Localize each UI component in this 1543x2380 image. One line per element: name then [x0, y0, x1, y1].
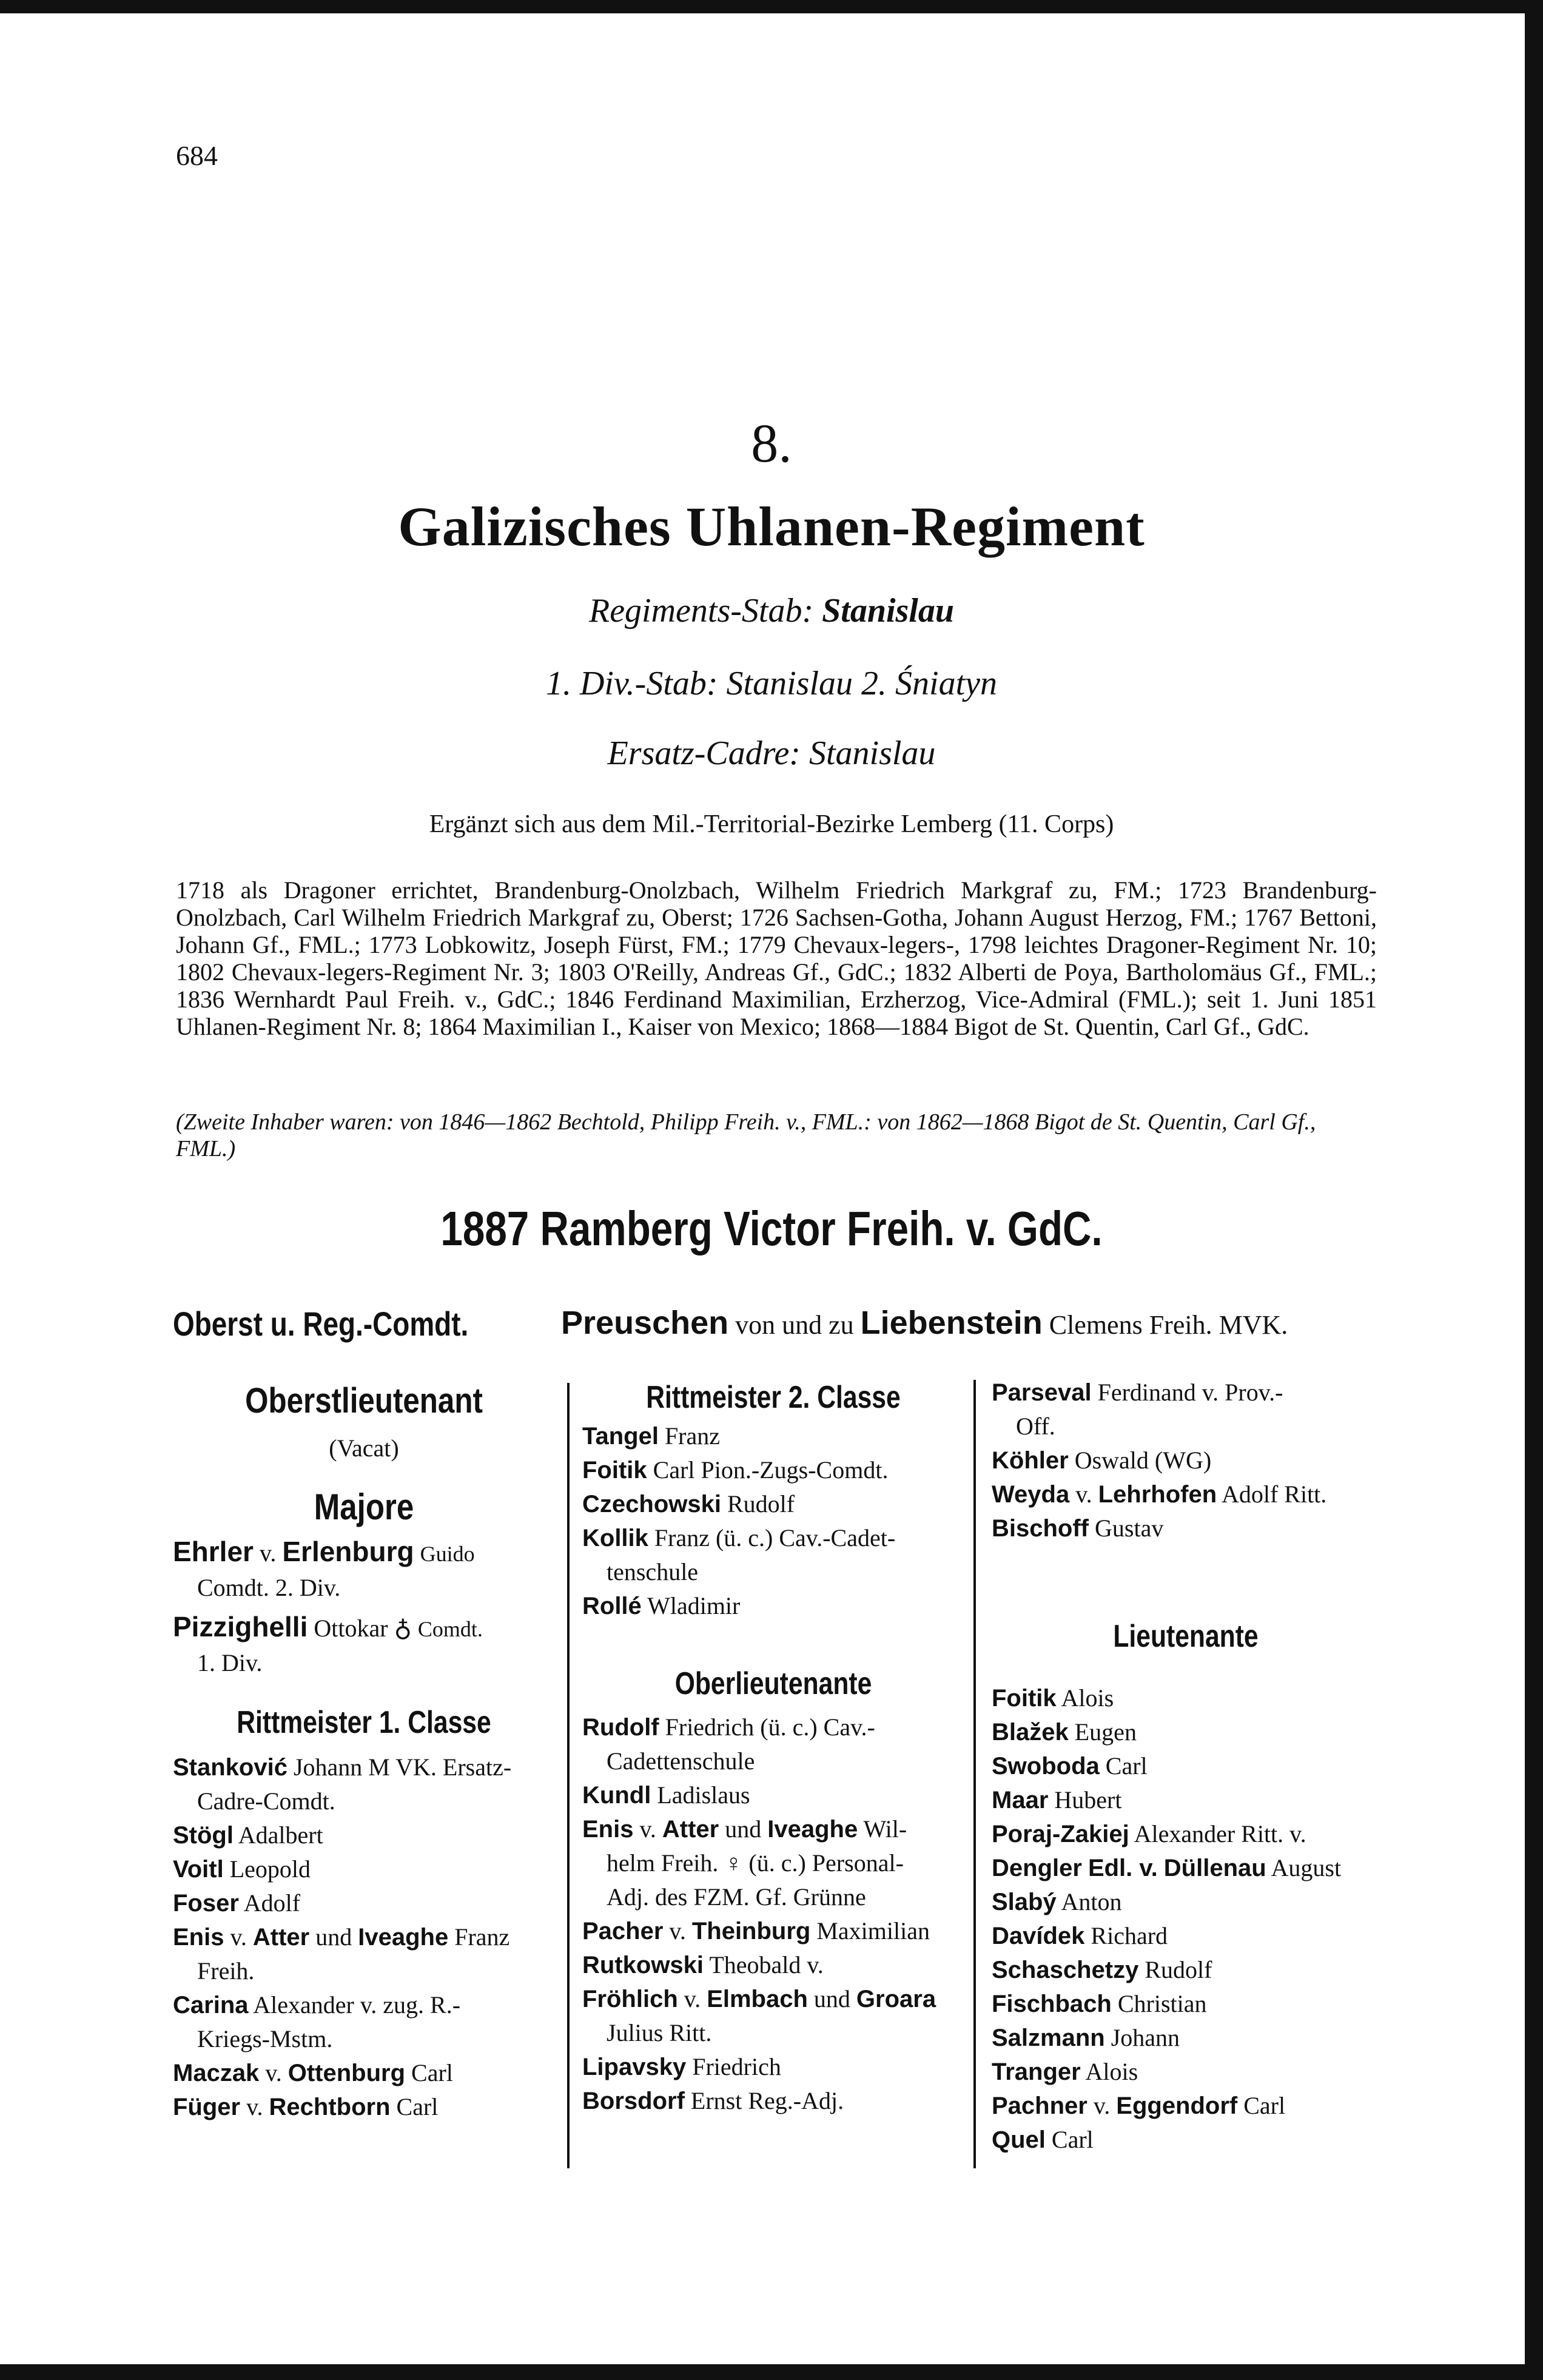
officer-entry: Lipavsky Friedrich [582, 2053, 781, 2080]
officer-entry: Pacher v. Theinburg Maximilian [582, 1917, 930, 1945]
history-paragraph: 1718 als Dragoner errichtet, Brandenburg-Onolzbach, Wilhelm Friedrich Markgraf zu, FM.; 1723 Brandenburg-Onolzbach, Carl Wilhelm Friedrich Markgraf zu, Oberst; 1726 Sachsen-Gotha, Johann August Herzog, FM.; 1767 Bettoni, Johann Gf., FML.; 1773 Lobkowitz, Joseph Fürst, FM.; 1779 Chevaux-legers-, 1798 leichtes Dragoner-Regiment Nr. 10; 1802 Chevaux-legers-Regiment Nr. 3; 1803 O'Reilly, Andreas Gf., GdC.; 1832 Alberti de Poya, Bartholomäus Gf., FML.; 1836 Wernhardt Paul Freih. v., GdC.; 1846 Ferdinand Maximilian, Erzherzog, Vice-Admiral (FML.); seit 1. Juni 1851 Uhlanen-Regiment Nr. 8; 1864 Maximilian I., Kaiser von Mexico; 1868—1884 Bigot de St. Quentin, Carl Gf., GdC. [176, 876, 1377, 1040]
officer-entry: Enis v. Atter und Iveaghe Wil- [582, 1815, 907, 1843]
ersatz-label: Ersatz-Cadre: [607, 735, 801, 772]
scan-border-right [1525, 0, 1543, 2380]
officer-entry: Czechowski Rudolf [582, 1490, 795, 1518]
officer-entry: Rutkowski Theobald v. [582, 1951, 824, 1978]
officer-entry: Bischoff Gustav [992, 1514, 1164, 1542]
officer-entry-cont: Cadettenschule [607, 1747, 755, 1775]
oberst-mid: von und zu [735, 1310, 854, 1340]
officer-entry: Maar Hubert [992, 1786, 1122, 1814]
officer-entry-cont: Off. [1016, 1413, 1055, 1440]
oberst-entry [561, 1304, 1288, 1342]
officer-entry: Borsdorf Ernst Reg.-Adj. [582, 2087, 844, 2114]
rittmeister-1-heading: Rittmeister 1. Classe [237, 1705, 491, 1740]
officer-entry: Schaschetzy Rudolf [992, 1956, 1212, 1983]
erganzt-line: Ergänzt sich aus dem Mil.-Territorial-Bezirke Lemberg (11. Corps) [429, 810, 1114, 838]
column-1 [173, 1377, 555, 2124]
officer-entry: Enis v. Atter und Iveaghe Franz [173, 1923, 510, 1951]
page-number: 684 [176, 140, 218, 171]
oberst-rest: Clemens Freih. MVK. [1049, 1310, 1288, 1340]
officer-entry-cont: Cadre-Comdt. [197, 1787, 335, 1815]
div-value-2: 2. Śniatyn [861, 665, 997, 702]
officer-entry: Swoboda Carl [992, 1752, 1148, 1780]
scan-border-top [0, 0, 1543, 13]
officer-entry: Foser Adolf [173, 1889, 301, 1917]
officer-entry: Kundl Ladislaus [582, 1781, 750, 1809]
officer-entry: Davídek Richard [992, 1922, 1168, 1949]
major-entry: Pizzighelli Ottokar ♁ Comdt. [173, 1611, 483, 1642]
column-divider-1 [567, 1383, 570, 2168]
oberstlieutenant-heading: Oberstlieutenant [245, 1381, 483, 1420]
stab-label: Regiments-Stab: [588, 592, 814, 630]
oberst-name-1: Preuschen [561, 1305, 729, 1341]
column-3 [992, 1376, 1380, 2157]
officer-entry: Carina Alexander v. zug. R.- [173, 1991, 461, 2019]
officer-entry: Füger v. Rechtborn Carl [173, 2093, 439, 2120]
regiments-stab-line [0, 591, 1543, 630]
major-entry-cont: Comdt. 2. Div. [197, 1574, 341, 1601]
officer-entry: Poraj-Zakiej Alexander Ritt. v. [992, 1820, 1306, 1847]
officer-entry: Rudolf Friedrich (ü. c.) Cav.- [582, 1713, 875, 1741]
officer-entry: Pachner v. Eggendorf Carl [992, 2092, 1286, 2119]
officer-entry: Dengler Edl. v. Düllenau August [992, 1854, 1342, 1881]
officer-entry-cont: Julius Ritt. [607, 2019, 712, 2046]
officer-entry: Köhler Oswald (WG) [992, 1447, 1212, 1474]
div-value-1: Stanislau [726, 665, 853, 702]
column-2 [582, 1376, 964, 2118]
officer-entry-cont: helm Freih. ♀ (ü. c.) Personal- [607, 1849, 904, 1877]
officer-entry: Foitik Alois [992, 1684, 1114, 1712]
officer-entry-cont: Adj. des FZM. Gf. Grünne [607, 1883, 866, 1911]
ersatz-value: Stanislau [808, 735, 936, 772]
officer-entry: Stanković Johann M VK. Ersatz- [173, 1753, 512, 1781]
officer-entry: Blažek Eugen [992, 1718, 1137, 1746]
column-divider-2 [973, 1380, 976, 2168]
div-stab-line [0, 664, 1543, 703]
regiment-title: Galizisches Uhlanen-Regiment [398, 496, 1145, 557]
oberstlieutenant-vacat: (Vacat) [329, 1434, 399, 1462]
officer-entry-cont: Freih. [197, 1957, 255, 1985]
oberst-label: Oberst u. Reg.-Comdt. [173, 1305, 469, 1343]
officer-entry: Fischbach Christian [992, 1990, 1207, 2017]
oberst-name-2: Liebenstein [860, 1305, 1043, 1341]
div-label: 1. Div.-Stab: [545, 665, 718, 702]
officer-entry: Kollik Franz (ü. c.) Cav.-Cadet- [582, 1524, 896, 1551]
regiment-number: 8. [751, 414, 792, 474]
officer-entry: Maczak v. Ottenburg Carl [173, 2059, 453, 2086]
officer-entry: Stögl Adalbert [173, 1821, 323, 1849]
officer-entry-cont: tenschule [607, 1558, 699, 1585]
major-entry: Ehrler v. Erlenburg Guido [173, 1536, 475, 1567]
inhaber-line: 1887 Ramberg Victor Freih. v. GdC. [440, 1202, 1103, 1256]
officer-entry: Voitl Leopold [173, 1855, 311, 1883]
rittmeister-2-heading: Rittmeister 2. Classe [646, 1380, 901, 1415]
officer-entry: Salzmann Johann [992, 2024, 1180, 2051]
officer-entry: Weyda v. Lehrhofen Adolf Ritt. [992, 1481, 1327, 1508]
officer-entry: Tangel Franz [582, 1422, 721, 1450]
officer-entry: Parseval Ferdinand v. Prov.- [992, 1379, 1283, 1406]
officer-entry-cont: Kriegs-Mstm. [197, 2025, 333, 2052]
officer-entry: Rollé Wladimir [582, 1592, 741, 1619]
majore-heading: Majore [314, 1487, 414, 1527]
officer-entry: Quel Carl [992, 2126, 1094, 2153]
scan-border-bottom [0, 2364, 1543, 2380]
lieutenante-heading: Lieutenante [1113, 1619, 1259, 1654]
order-symbol: ♁ [394, 1615, 412, 1642]
officer-entry: Foitik Carl Pion.-Zugs-Comdt. [582, 1456, 889, 1484]
second-owners-note: (Zweite Inhaber waren: von 1846—1862 Bechtold, Philipp Freih. v., FML.: von 1862—1868 Bigot de St. Quentin, Carl Gf., FML.) [176, 1109, 1316, 1161]
major-entry-cont: 1. Div. [197, 1649, 263, 1676]
oberlieutenante-heading: Oberlieutenante [674, 1666, 872, 1701]
stab-value: Stanislau [822, 592, 955, 630]
officer-entry: Fröhlich v. Elmbach und Groara [582, 1985, 936, 2012]
ersatz-cadre-line [0, 734, 1543, 773]
officer-entry: Slabý Anton [992, 1888, 1122, 1915]
officer-entry: Tranger Alois [992, 2058, 1138, 2085]
